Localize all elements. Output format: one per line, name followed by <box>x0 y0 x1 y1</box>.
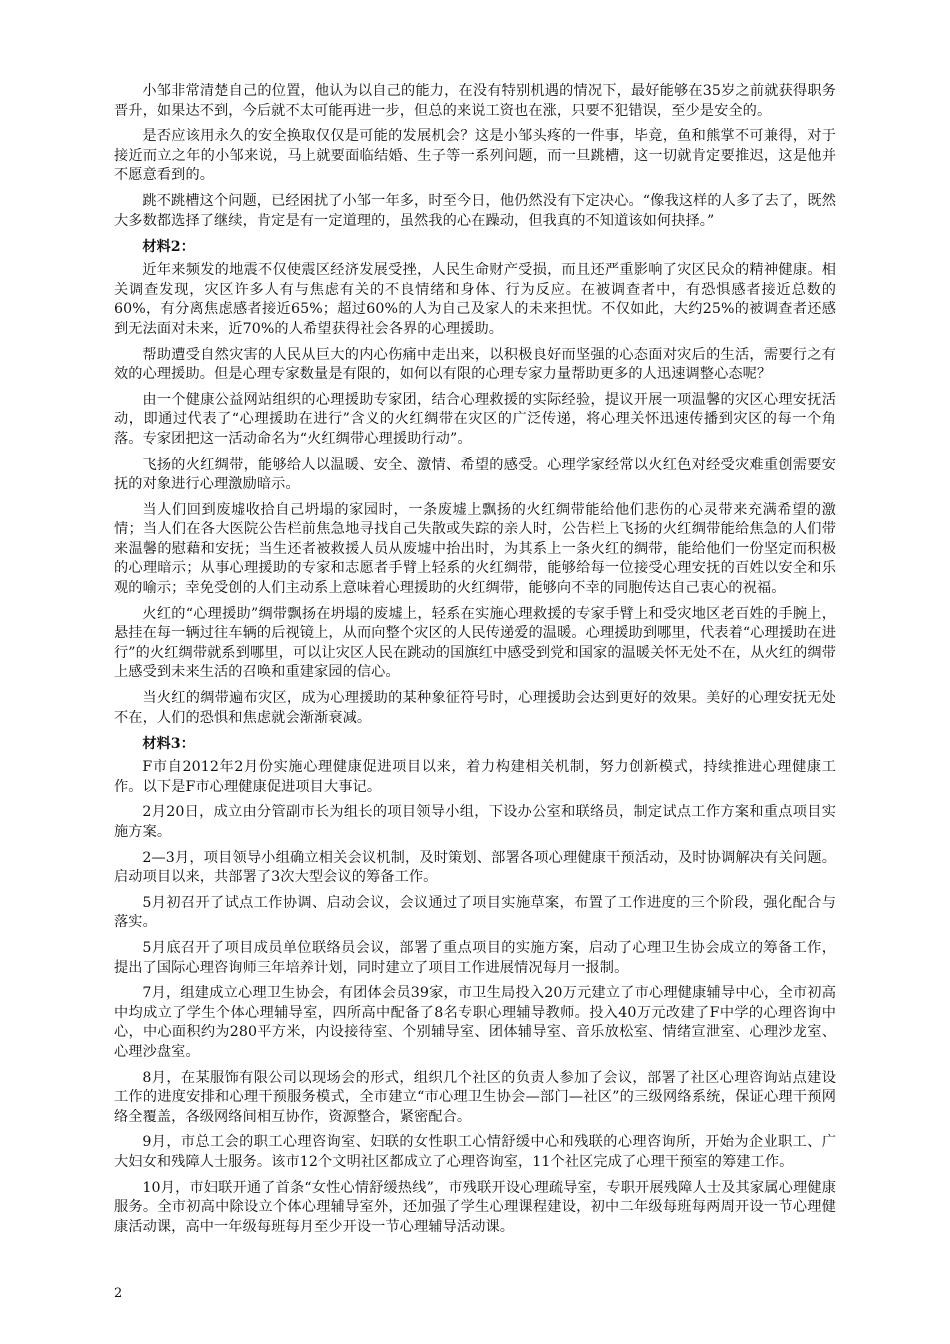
paragraph: 跳不跳槽这个问题，已经困扰了小邹一年多，时至今日，他仍然没有下定决心。“像我这样的人多了去了，既然大多数都选择了继续，肯定是有一定道理的，虽然我的心在躁动，但我真的不知道该如何抉择。” <box>114 192 837 229</box>
paragraph: 10月，市妇联开通了首条“女性心情舒缓热线”，市残联开设心理疏导室，专职开展残障人士及其家属心理健康服务。全市初高中除设立个体心理辅导室外，还加强了学生心理课程建设，初中二年级每班每两周开设一节心理健康活动课，高中一年级每班每月至少开设一节心理辅导活动课。 <box>114 1179 836 1235</box>
paragraph: 火红的“心理援助”绸带飘扬在坍塌的废墟上，轻系在实施心理救援的专家手臂上和受灾地区老百姓的手腕上，悬挂在每一辆过往车辆的后视镜上，从而向整个灾区的人民传递爱的温暖。心理援助到哪里，代表着“心理援助在进行”的火红绸带就系到哪里，可以让灾区人民在跳动的国旗红中感受到党和国家的温暖关怀无处不在，从火红的绸带上感受到未来生活的召唤和重建家园的信心。 <box>114 605 836 681</box>
paragraph: 是否应该用永久的安全换取仅仅是可能的发展机会？这是小邹头疼的一件事，毕竟，鱼和熊掌不可兼得，对于接近而立之年的小邹来说，马上就要面临结婚、生子等一系列问题，而一旦跳槽，这一切就肯定要推迟，这是他并不愿意看到的。 <box>114 128 836 184</box>
paragraph: 小邹非常清楚自己的位置，他认为以自己的能力，在没有特别机遇的情况下，最好能够在35岁之前就获得职务晋升，如果达不到，今后就不太可能再进一步，但总的来说工资也在涨，只要不犯错误，至少是安全的。 <box>114 83 836 119</box>
document-page <box>114 82 836 1243</box>
paragraph: 飞扬的火红绸带，能够给人以温暖、安全、激情、希望的感受。心理学家经常以火红色对经受灾难重创需要安抚的对象进行心理激励暗示。 <box>114 456 836 493</box>
paragraph: 7月，组建成立心理卫生协会，有团体会员39家，市卫生局投入20万元建立了市心理健康辅导中心，全市初高中均成立了学生个体心理辅导室，四所高中配备了8名专职心理辅导教师。投入40万元改建了F中学的心理咨询中心，中心面积约为280平方米，内设接待室、个别辅导室、团体辅导室、音乐放松室、情绪宣泄室、心理沙龙室、心理沙盘室。 <box>114 985 836 1060</box>
paragraph: 由一个健康公益网站组织的心理援助专家团，结合心理救援的实际经验，提议开展一项温馨的灾区心理安抚活动，即通过代表了“心理援助在进行”含义的火红绸带在灾区的广泛传递，将心理关怀迅速传播到灾区的每一个角落。专家团把这一活动命名为“火红绸带心理援助行动”。 <box>114 391 836 447</box>
paragraph: 2—3月，项目领导小组确立相关会议机制，及时策划、部署各项心理健康干预活动，及时协调解决有关问题。启动项目以来，共部署了3次大型会议的筹备工作。 <box>114 849 836 886</box>
paragraph: 5月底召开了项目成员单位联络员会议，部署了重点项目的实施方案，启动了心理卫生协会成立的筹备工作，提出了国际心理咨询师三年培养计划，同时建立了项目工作进展情况每月一报制。 <box>114 939 836 976</box>
paragraph: 5月初召开了试点工作协调、启动会议，会议通过了项目实施草案，布置了工作进度的三个阶段，强化配合与落实。 <box>114 894 836 931</box>
paragraph: 当人们回到废墟收拾自己坍塌的家园时，一条废墟上飘扬的火红绸带能给他们悲伤的心灵带来充满希望的激情；当人们在各大医院公告栏前焦急地寻找自己失散或失踪的亲人时，公告栏上飞扬的火红绸带能给焦急的人们带来温馨的慰藉和安抚；当生还者被救援人员从废墟中抬出时，为其系上一条火红的绸带，能给他们一份坚定而积极的心理暗示；从事心理援助的专家和志愿者手臂上轻系的火红绸带，能够给每一位接受心理安抚的百姓以安全和乐观的喻示；幸免受创的人们主动系上意味着心理援助的火红绸带，能够向不幸的同胞传达自己衷心的祝福。 <box>114 501 836 597</box>
paragraph: 9月，市总工会的职工心理咨询室、妇联的女性职工心情舒缓中心和残联的心理咨询所，开始为企业职工、广大妇女和残障人士服务。该市12个文明社区都成立了心理咨询室，11个社区完成了心理干预室的筹建工作。 <box>114 1134 836 1170</box>
paragraph: F市自2012年2月份实施心理健康促进项目以来，着力构建相关机制，努力创新模式，持续推进心理健康工作。以下是F市心理健康促进项目大事记。 <box>114 759 836 795</box>
section-heading: 材料3： <box>142 736 195 753</box>
paragraph: 帮助遭受自然灾害的人民从巨大的内心伤痛中走出来，以积极良好而坚强的心态面对灾后的生活，需要行之有效的心理援助。但是心理专家数量是有限的，如何以有限的心理专家力量帮助更多的人迅速调整心态呢？ <box>114 346 836 383</box>
page-number: 2 <box>114 1286 123 1301</box>
paragraph: 近年来频发的地震不仅使震区经济发展受挫，人民生命财产受损，而且还严重影响了灾区民众的精神健康。相关调查发现，灾区许多人有与焦虑有关的不良情绪和身体、行为反应。在被调查者中，有恐惧感者接近总数的60%，有分离焦虑感者接近65%；超过60%的人为自己及家人的未来担忧。不仅如此，大约25%的被调查者还感到无法面对未来，近70%的人希望获得社会各界的心理援助。 <box>114 262 836 337</box>
section-heading: 材料2： <box>142 239 195 256</box>
paragraph: 2月20日，成立由分管副市长为组长的项目领导小组，下设办公室和联络员，制定试点工作方案和重点项目实施方案。 <box>114 804 836 840</box>
paragraph: 8月，在某服饰有限公司以现场会的形式，组织几个社区的负责人参加了会议，部署了社区心理咨询站点建设工作的进度安排和心理干预服务模式，全市建立“市心理卫生协会—部门—社区”的三级网络系统，保证心理干预网络全覆盖，各级网络间相互协作，资源整合，紧密配合。 <box>114 1069 836 1125</box>
paragraph: 当火红的绸带遍布灾区，成为心理援助的某种象征符号时，心理援助会达到更好的效果。美好的心理安抚无处不在，人们的恐惧和焦虑就会渐渐衰减。 <box>114 690 836 726</box>
